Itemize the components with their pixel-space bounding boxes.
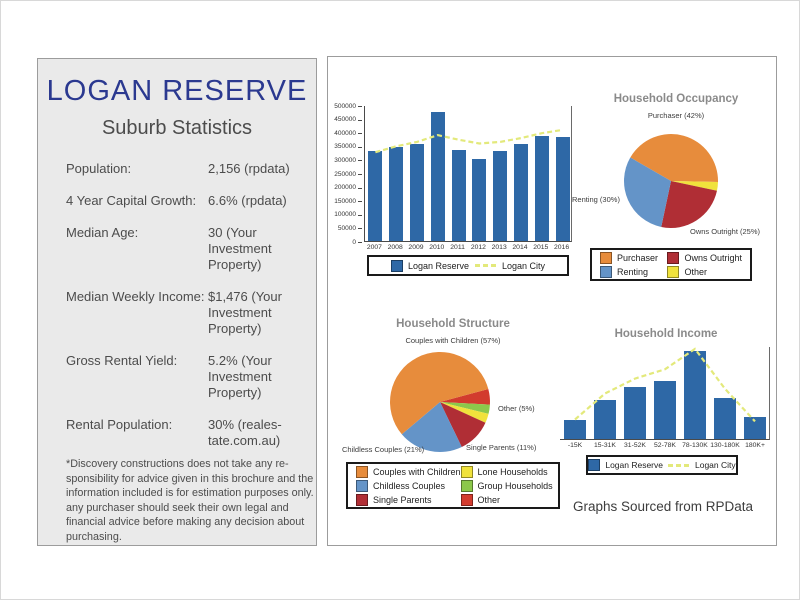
legend-label: Other [477, 494, 501, 505]
x-tick-label: 15-31K [594, 442, 616, 449]
x-tick-label: 52-78K [654, 442, 676, 449]
stat-row-rental-population [66, 417, 310, 449]
stat-label: Median Weekly Income: [66, 289, 205, 304]
charts-panel [327, 56, 777, 546]
chart-title: Household Structure [396, 318, 510, 330]
y-tick [358, 106, 362, 107]
household-structure-chart [338, 312, 568, 522]
suburb-subtitle: Suburb Statistics [101, 117, 253, 139]
legend-label: Other [684, 266, 707, 277]
legend-label: Group Households [477, 480, 553, 491]
y-tick-label: 200000 [334, 184, 356, 192]
stat-value: $1,476 (Your Investment Property) [208, 289, 282, 336]
stat-value: 30% (reales-tate.com.au) [208, 417, 282, 448]
chart-legend [590, 248, 752, 281]
price-history-chart [332, 97, 582, 287]
legend-item-logan-reserve [391, 260, 469, 272]
legend-item-couples-with-children [356, 466, 461, 478]
x-tick-label: 180K+ [745, 442, 765, 449]
city-trend-line [575, 349, 755, 422]
y-tick-label: 150000 [334, 197, 356, 205]
x-tick-label: 2009 [408, 244, 424, 251]
chart-legend [367, 255, 569, 276]
y-tick [358, 174, 362, 175]
legend-swatch [588, 459, 600, 471]
callout-owns-outright: Owns Outright (25%) [690, 227, 761, 236]
suburb-stats-card [37, 58, 317, 546]
stat-label: Population: [66, 161, 132, 176]
city-trend-line [375, 130, 562, 152]
legend-swatch [356, 494, 368, 506]
legend-swatch [461, 494, 473, 506]
legend-item-other [667, 266, 742, 278]
x-tick-label: 2010 [429, 244, 445, 251]
y-tick-label: 300000 [334, 156, 356, 164]
household-income-chart [556, 322, 776, 492]
stat-value: 2,156 (rpdata) [208, 161, 290, 176]
legend-item-single-parents [356, 494, 461, 506]
legend-label: Couples with Children [373, 466, 461, 477]
callout-couples-children: Couples with Children (57%) [405, 336, 501, 345]
x-axis-labels [560, 442, 770, 449]
stat-label: 4 Year Capital Growth: [66, 193, 197, 208]
chart-legend [586, 455, 738, 475]
callout-renting: Renting (30%) [572, 195, 620, 204]
pie-chart [622, 132, 720, 230]
household-occupancy-chart [572, 87, 774, 307]
legend-label: Purchaser [617, 252, 659, 263]
legend-swatch [600, 252, 612, 264]
legend-label: Owns Outright [684, 252, 742, 263]
plot-area [560, 347, 770, 440]
y-tick [358, 147, 362, 148]
y-tick [358, 160, 362, 161]
legend-label: Logan Reserve [407, 260, 469, 271]
legend-label: Logan Reserve [605, 460, 663, 470]
suburb-title: LOGAN RESERVE [46, 75, 308, 107]
legend-swatch [667, 266, 679, 278]
stat-label: Rental Population: [66, 417, 173, 432]
stat-row-median-age [66, 225, 310, 273]
y-tick [358, 188, 362, 189]
legend-item-logan-city [475, 261, 545, 271]
y-tick-label: 50000 [337, 224, 356, 232]
legend-item-renting [600, 266, 667, 278]
x-tick-label: 2011 [450, 244, 465, 251]
y-tick-label: 450000 [334, 116, 356, 124]
legend-label: Renting [617, 266, 649, 277]
y-tick [358, 228, 362, 229]
chart-title: Household Income [614, 328, 718, 340]
callout-other: Other (5%) [498, 404, 535, 413]
y-tick-label: 400000 [334, 129, 356, 137]
y-tick [358, 242, 362, 243]
stats-list [66, 161, 310, 465]
trend-line-layer [560, 347, 770, 440]
callout-single-parents: Single Parents (11%) [466, 443, 537, 452]
x-tick-label: 130-180K [710, 442, 740, 449]
x-tick-label: 2015 [533, 244, 549, 251]
legend-item-owns-outright [667, 252, 742, 264]
stat-value: 5.2% (Your Investment Property) [208, 353, 272, 400]
legend-item-lone-households [461, 466, 553, 478]
x-tick-label: 2013 [491, 244, 507, 251]
y-tick [358, 133, 362, 134]
y-tick-label: 0 [352, 238, 356, 246]
legend-swatch [667, 252, 679, 264]
x-tick-label: -15K [567, 442, 583, 449]
legend-label: Childless Couples [373, 480, 446, 491]
legend-swatch [461, 480, 473, 492]
legend-swatch [391, 260, 403, 272]
legend-swatch [475, 264, 497, 267]
y-tick-label: 250000 [334, 170, 356, 178]
y-tick [358, 215, 362, 216]
legend-label: Logan City [502, 260, 546, 271]
stat-value: 6.6% (rpdata) [208, 193, 287, 208]
y-tick [358, 120, 362, 121]
stat-row-population [66, 161, 310, 177]
legend-swatch [668, 464, 690, 467]
legend-label: Logan City [695, 460, 736, 470]
plot-area [364, 106, 572, 242]
stat-row-rental-yield [66, 353, 310, 401]
pie-chart [388, 350, 492, 454]
source-note: Graphs Sourced from RPData [572, 499, 754, 514]
stat-label: Median Age: [66, 225, 139, 240]
x-tick-label: 2016 [554, 244, 570, 251]
disclaimer-text: *Discovery constructions does not take any re-sponsibility for advice given in this brochure and the information included is for estimation purposes only. any purchaser should seek their own legal and financial advice before making any decision about purchasing. [66, 458, 314, 543]
chart-title: Household Occupancy [613, 93, 739, 105]
legend-label: Single Parents [373, 494, 432, 505]
x-axis-labels [364, 244, 572, 251]
legend-item-group-households [461, 480, 553, 492]
stat-row-capital-growth [66, 193, 310, 209]
legend-item-logan-reserve [588, 459, 663, 471]
legend-item-other [461, 494, 553, 506]
x-tick-label: 2014 [512, 244, 528, 251]
legend-item-purchaser [600, 252, 667, 264]
legend-swatch [356, 466, 368, 478]
y-tick-label: 350000 [334, 143, 356, 151]
stat-row-weekly-income [66, 289, 310, 337]
legend-item-logan-city [668, 460, 736, 470]
x-tick-label: 31-52K [624, 442, 646, 449]
y-axis [332, 102, 362, 246]
y-tick [358, 201, 362, 202]
callout-purchaser: Purchaser (42%) [647, 111, 705, 120]
legend-swatch [356, 480, 368, 492]
x-tick-label: 2008 [387, 244, 403, 251]
trend-line-layer [365, 106, 573, 242]
callout-childless-couples: Childless Couples (21%) [342, 445, 425, 454]
legend-swatch [600, 266, 612, 278]
legend-label: Lone Households [477, 466, 548, 477]
chart-legend [346, 462, 560, 509]
legend-item-childless-couples [356, 480, 461, 492]
stat-value: 30 (Your Investment Property) [208, 225, 272, 272]
x-tick-label: 2012 [470, 244, 486, 251]
y-tick-label: 100000 [334, 211, 356, 219]
legend-swatch [461, 466, 473, 478]
x-tick-label: 78-130K [682, 442, 708, 449]
stat-label: Gross Rental Yield: [66, 353, 178, 368]
y-tick-label: 500000 [334, 102, 356, 110]
x-tick-label: 2007 [366, 244, 382, 251]
